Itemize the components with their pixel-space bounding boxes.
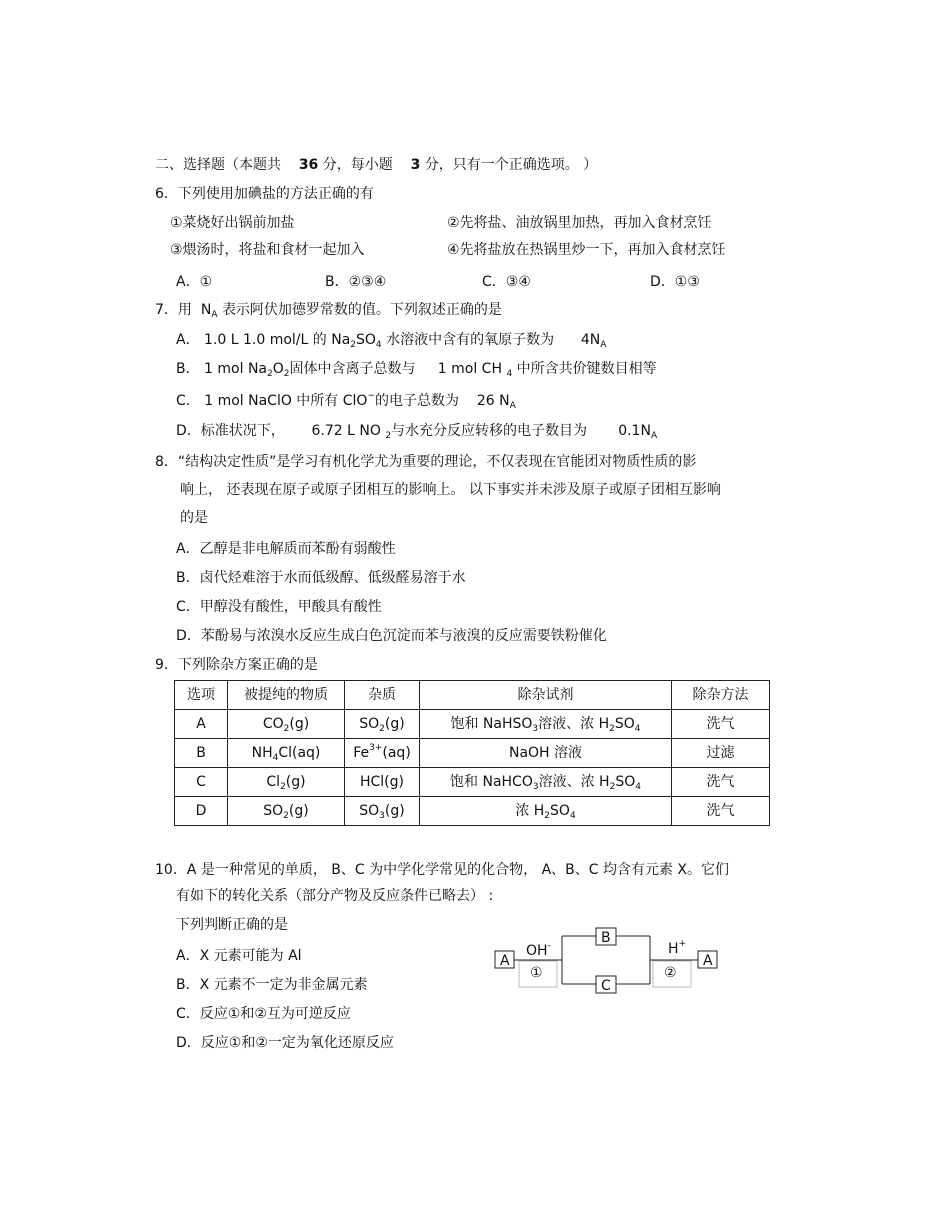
header-option: 选项: [175, 681, 228, 710]
q9-purification-table: [174, 680, 770, 826]
q7-a-sub: 2: [350, 340, 357, 350]
chem-text: NH: [251, 745, 273, 761]
q10-option-b: B．X 元素不一定为非金属元素: [176, 977, 368, 993]
cell-option: B: [175, 739, 228, 768]
diagram-reagent-1: [526, 943, 551, 959]
cell-option: D: [175, 797, 228, 826]
table-row: [175, 768, 770, 797]
chem-text: SO: [359, 803, 380, 819]
q7-option-d: [176, 421, 657, 441]
q6-statement-2: ②先将盐、油放锅里加热，再加入食材烹饪: [447, 215, 712, 231]
chem-sub: 4: [634, 724, 641, 734]
q6-option-c: C．③④: [482, 274, 531, 290]
reagent-2-text: H: [668, 941, 679, 957]
cell-option: C: [175, 768, 228, 797]
header-substance: 被提纯的物质: [228, 681, 345, 710]
q7-d-text-3: 与水充分反应转移的电子数目为: [391, 423, 588, 439]
diagram-node-a-left: A: [500, 953, 510, 969]
q7-a-text: A． 1.0 L 1.0 mol/L 的 Na: [176, 332, 351, 348]
section-header-text-2: 分，每小题: [322, 157, 393, 173]
chem-text: 溶液、浓 H: [538, 716, 610, 732]
cell-impurity: [345, 739, 420, 768]
chem-text: (g): [384, 716, 405, 732]
q6-statement-4: ④先将盐放在热锅里炒一下，再加入食材烹饪: [447, 242, 726, 258]
cell-reagent: [420, 768, 672, 797]
q8-stem-line-2: 响上， 还表现在原子或原子团相互的影响上。 以下事实并未涉及原子或原子团相互影响: [180, 482, 721, 498]
chem-sub: 4: [569, 811, 576, 821]
section-header-text: 二、选择题（本题共: [155, 157, 281, 173]
q6-statement-1: ①菜烧好出锅前加盐: [170, 215, 295, 231]
q7-na-subscript: A: [211, 310, 218, 320]
q10-option-d: D．反应①和②一定为氧化还原反应: [176, 1035, 394, 1051]
q7-option-a: [176, 330, 606, 350]
q7-option-b: [176, 359, 657, 379]
q7-b-sub-2: 2: [283, 369, 290, 379]
q7-a-value-sub: A: [600, 340, 607, 350]
q7-a-value: 4N: [580, 332, 601, 348]
cell-method: 洗气: [672, 710, 770, 739]
diagram-step-1: ①: [530, 965, 543, 981]
q7-c-sup: −: [367, 391, 375, 401]
chem-sub: 3: [379, 811, 385, 821]
q6-stem: 6．下列使用加碘盐的方法正确的有: [155, 186, 374, 202]
chem-text: Fe: [353, 745, 370, 761]
chem-text: (g): [384, 803, 405, 819]
q10-option-c: C．反应①和②互为可逆反应: [176, 1006, 351, 1022]
diagram-node-b: B: [601, 930, 611, 946]
q7-na-symbol: N: [200, 302, 212, 318]
q8-option-c: C．甲醇没有酸性，甲酸具有酸性: [176, 599, 382, 615]
q7-b-text: B． 1 mol Na: [176, 361, 268, 377]
chem-text: SO: [359, 716, 380, 732]
chem-text: SO: [263, 803, 284, 819]
chem-text: SO: [550, 803, 570, 819]
table-row: [175, 797, 770, 826]
q7-b-text-4: 1 mol CH: [437, 361, 502, 377]
q7-b-text-3: 固体中含离子总数与: [289, 361, 416, 377]
q7-option-c: [176, 391, 516, 411]
chem-text: SO: [614, 716, 635, 732]
chem-text: SO: [615, 774, 636, 790]
chem-text: CO: [262, 716, 284, 732]
q7-c-text-2: 的电子总数为: [375, 393, 459, 409]
header-reagent: 除杂试剂: [420, 681, 672, 710]
cell-substance: [228, 710, 345, 739]
q8-option-a: A．乙醇是非电解质而苯酚有弱酸性: [176, 541, 396, 557]
q9-stem: 9．下列除杂方案正确的是: [155, 657, 318, 673]
q7-d-text: D．标准状况下，: [176, 423, 285, 439]
q7-b-text-2: O: [272, 361, 284, 377]
cell-reagent: [420, 710, 672, 739]
q6-option-a: A．①: [176, 274, 213, 290]
q10-stem-line-3: 下列判断正确的是: [176, 917, 288, 933]
cell-substance: [228, 768, 345, 797]
cell-substance: [228, 739, 345, 768]
q7-d-value-sub: A: [650, 431, 658, 441]
q8-stem-line-3: 的是: [180, 510, 208, 526]
q8-option-b: B．卤代烃难溶于水而低级醇、低级醛易溶于水: [176, 570, 466, 586]
chem-sub: 4: [635, 782, 641, 792]
diagram-node-c: C: [601, 978, 611, 994]
diagram-step-2: ②: [664, 965, 677, 981]
cell-reagent: [420, 797, 672, 826]
table-row: [175, 710, 770, 739]
q7-stem: [155, 300, 502, 320]
diagram-node-a-right: A: [703, 953, 713, 969]
chem-sub: 2: [283, 724, 290, 734]
chem-sub: 3: [532, 724, 539, 734]
chem-text: 饱和 NaHCO: [450, 774, 533, 790]
q6-statement-3: ③煨汤时，将盐和食材一起加入: [170, 242, 365, 258]
section-header-text-3: 分，只有一个正确选项。 ）: [424, 157, 598, 173]
diagram-reagent-2: [668, 941, 686, 957]
chem-text: (g): [289, 716, 310, 732]
section-total-score: 36: [298, 157, 319, 173]
q10-stem-line-1: 10．A 是一种常见的单质， B、C 为中学化学常见的化合物， A、B、C 均含有元素 X。它们: [155, 862, 730, 878]
q7-b-text-5: 中所含共价键数目相等: [516, 361, 657, 377]
reagent-2-charge: +: [678, 939, 687, 949]
chem-text: (g): [288, 803, 309, 819]
q10-conversion-diagram: [490, 925, 730, 1000]
q6-option-d: D．①③: [650, 274, 700, 290]
q7-a-text-3: 水溶液中含有的氧原子数为: [386, 332, 555, 348]
cell-option: A: [175, 710, 228, 739]
q7-d-value: 0.1N: [618, 423, 651, 439]
chem-sub: 2: [283, 811, 289, 821]
cell-method: 洗气: [672, 768, 770, 797]
q8-option-d: D．苯酚易与浓溴水反应生成白色沉淀而苯与液溴的反应需要铁粉催化: [176, 628, 607, 644]
chem-text: 浓 H: [515, 803, 545, 819]
q7-b-sub: 2: [267, 369, 273, 379]
chem-text: Cl: [266, 774, 281, 790]
chem-text: 饱和 NaHSO: [450, 716, 533, 732]
chem-text: (g): [285, 774, 306, 790]
chem-sub: 2: [609, 724, 615, 734]
q7-d-sub: 2: [385, 431, 392, 441]
cell-method: 过滤: [672, 739, 770, 768]
reagent-1-text: OH: [526, 943, 548, 959]
chem-sub: 4: [272, 753, 279, 763]
q7-stem-text: 表示阿伏加德罗常数的值。下列叙述正确的是: [221, 302, 502, 318]
q7-c-text: C． 1 mol NaClO 中所有 ClO: [176, 393, 368, 409]
q6-option-b: B．②③④: [325, 274, 387, 290]
cell-impurity: [345, 797, 420, 826]
chem-text: Cl(aq): [278, 745, 321, 761]
section-each-score: 3: [410, 157, 421, 173]
cell-impurity: HCl(g): [345, 768, 420, 797]
chem-sub: 2: [379, 724, 385, 734]
header-impurity: 杂质: [345, 681, 420, 710]
chem-sup: 3+: [369, 743, 383, 753]
header-method: 除杂方法: [672, 681, 770, 710]
cell-impurity: [345, 710, 420, 739]
q10-stem-line-2: 有如下的转化关系（部分产物及反应条件已略去） :: [176, 888, 494, 904]
q7-c-value: 26 N: [476, 393, 510, 409]
cell-method: 洗气: [672, 797, 770, 826]
chem-sub: 2: [609, 782, 616, 792]
chem-sub: 3: [532, 782, 539, 792]
q7-b-sub-3: 4: [506, 369, 513, 379]
reagent-1-charge: -: [547, 941, 551, 951]
q10-option-a: A．X 元素可能为 Al: [176, 948, 302, 964]
cell-reagent: NaOH 溶液: [420, 739, 672, 768]
chem-text: 溶液、浓 H: [538, 774, 610, 790]
q7-number: 7．用: [155, 302, 192, 318]
section-header: [155, 155, 597, 175]
cell-substance: [228, 797, 345, 826]
q7-a-sub-2: 4: [375, 340, 382, 350]
q7-c-value-sub: A: [509, 401, 516, 411]
q7-a-text-2: SO: [356, 332, 376, 348]
chem-sub: 2: [280, 782, 286, 792]
chem-sub: 2: [544, 811, 551, 821]
table-row: [175, 739, 770, 768]
q7-d-text-2: 6.72 L NO: [311, 423, 381, 439]
table-header-row: [175, 681, 770, 710]
chem-text: (aq): [382, 745, 411, 761]
q8-stem-line-1: 8．“结构决定性质”是学习有机化学尤为重要的理论，不仅表现在官能团对物质性质的影: [155, 454, 697, 470]
